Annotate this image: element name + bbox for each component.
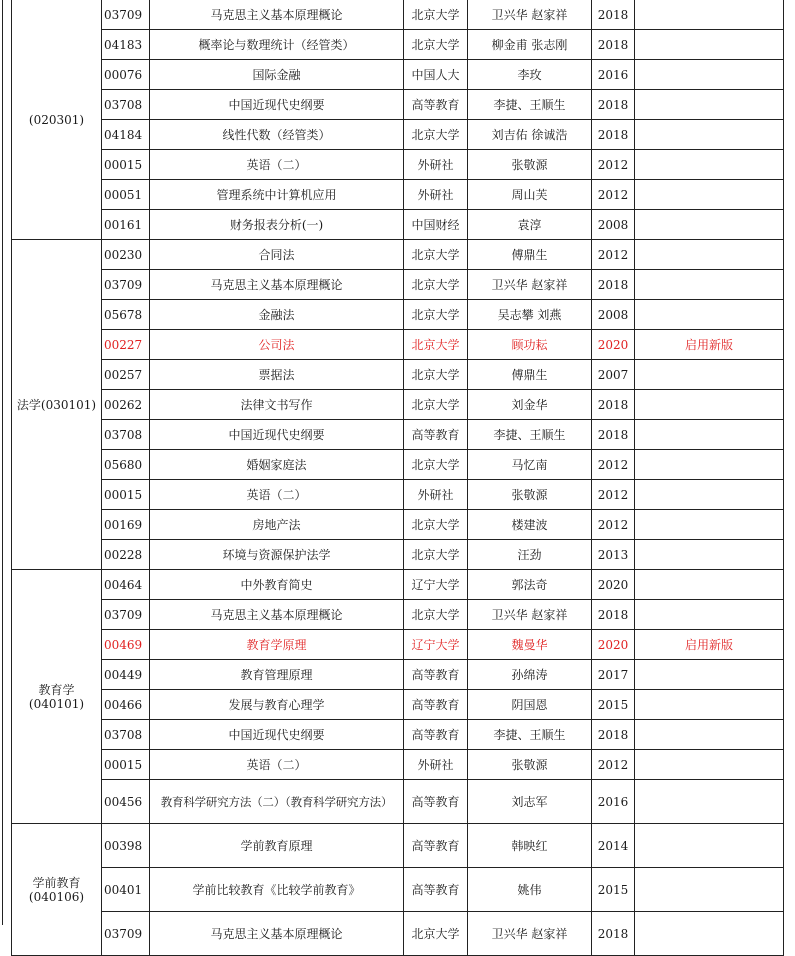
author: 李捷、王顺生 [468,720,592,750]
note [635,30,784,60]
publisher: 高等教育 [404,868,468,912]
edition-year: 2012 [592,240,635,270]
author: 汪劲 [468,540,592,570]
note [635,150,784,180]
course-name: 合同法 [150,240,404,270]
course-name: 概率论与数理统计（经管类） [150,30,404,60]
edition-year: 2016 [592,780,635,824]
author: 卫兴华 赵家祥 [468,600,592,630]
author: 张敬源 [468,480,592,510]
author: 张敬源 [468,150,592,180]
publisher: 高等教育 [404,90,468,120]
course-row [12,750,784,780]
course-name: 马克思主义基本原理概论 [150,0,404,30]
publisher: 中国人大 [404,60,468,90]
edition-year: 2015 [592,690,635,720]
note: 启用新版 [635,630,784,660]
course-row [12,150,784,180]
course-code: 03709 [102,912,150,956]
publisher: 北京大学 [404,300,468,330]
note [635,60,784,90]
edition-year: 2018 [592,120,635,150]
course-code: 03708 [102,720,150,750]
course-row [12,450,784,480]
course-name: 马克思主义基本原理概论 [150,912,404,956]
publisher: 外研社 [404,480,468,510]
publisher: 外研社 [404,150,468,180]
publisher: 北京大学 [404,330,468,360]
edition-year: 2012 [592,180,635,210]
major-name: (020301) [12,0,102,240]
publisher: 北京大学 [404,510,468,540]
author: 周山芙 [468,180,592,210]
course-name: 英语（二） [150,480,404,510]
course-row [12,780,784,824]
course-name: 发展与教育心理学 [150,690,404,720]
author: 卫兴华 赵家祥 [468,912,592,956]
course-name: 票据法 [150,360,404,390]
publisher: 高等教育 [404,720,468,750]
course-name: 管理系统中计算机应用 [150,180,404,210]
publisher: 外研社 [404,750,468,780]
edition-year: 2008 [592,210,635,240]
edition-year: 2020 [592,330,635,360]
course-code: 00466 [102,690,150,720]
edition-year: 2018 [592,390,635,420]
edition-year: 2007 [592,360,635,390]
course-name: 公司法 [150,330,404,360]
course-row [12,570,784,600]
course-code: 00401 [102,868,150,912]
course-row [12,868,784,912]
publisher: 北京大学 [404,270,468,300]
author: 袁淳 [468,210,592,240]
course-code: 00169 [102,510,150,540]
publisher: 北京大学 [404,390,468,420]
edition-year: 2014 [592,824,635,868]
publisher: 北京大学 [404,540,468,570]
note [635,360,784,390]
note [635,270,784,300]
course-name: 中外教育简史 [150,570,404,600]
author: 韩映红 [468,824,592,868]
publisher: 外研社 [404,180,468,210]
course-row [12,510,784,540]
course-name: 教育学原理 [150,630,404,660]
course-name: 财务报表分析(一) [150,210,404,240]
edition-year: 2016 [592,60,635,90]
author: 吴志攀 刘燕 [468,300,592,330]
publisher: 高等教育 [404,690,468,720]
course-name: 教育科学研究方法（二）（教育科学研究方法） [150,780,404,824]
publisher: 高等教育 [404,420,468,450]
course-name: 中国近现代史纲要 [150,90,404,120]
author: 顾功耘 [468,330,592,360]
course-code: 00398 [102,824,150,868]
course-plan-table [11,0,784,956]
course-code: 04184 [102,120,150,150]
page-left-border [2,0,3,925]
course-code: 04183 [102,30,150,60]
note [635,570,784,600]
course-name: 法律文书写作 [150,390,404,420]
course-code: 00076 [102,60,150,90]
course-row [12,240,784,270]
course-code: 00015 [102,150,150,180]
course-name: 国际金融 [150,60,404,90]
note: 启用新版 [635,330,784,360]
course-row [12,690,784,720]
note [635,824,784,868]
edition-year: 2020 [592,570,635,600]
course-code: 00051 [102,180,150,210]
note [635,300,784,330]
author: 傅鼎生 [468,360,592,390]
course-name: 金融法 [150,300,404,330]
publisher: 北京大学 [404,240,468,270]
course-name: 学前教育原理 [150,824,404,868]
note [635,540,784,570]
course-row [12,60,784,90]
author: 孙绵涛 [468,660,592,690]
course-code: 03709 [102,600,150,630]
edition-year: 2013 [592,540,635,570]
publisher: 北京大学 [404,912,468,956]
course-code: 03708 [102,90,150,120]
note [635,0,784,30]
course-row [12,660,784,690]
author: 刘志军 [468,780,592,824]
note [635,600,784,630]
course-row [12,330,784,360]
edition-year: 2018 [592,0,635,30]
note [635,120,784,150]
edition-year: 2015 [592,868,635,912]
edition-year: 2017 [592,660,635,690]
course-name: 英语（二） [150,150,404,180]
edition-year: 2018 [592,600,635,630]
course-code: 00464 [102,570,150,600]
course-row [12,0,784,30]
note [635,780,784,824]
publisher: 北京大学 [404,0,468,30]
publisher: 北京大学 [404,600,468,630]
course-row [12,600,784,630]
course-row [12,540,784,570]
course-code: 00257 [102,360,150,390]
author: 刘吉佑 徐诚浩 [468,120,592,150]
course-row [12,90,784,120]
author: 张敬源 [468,750,592,780]
course-code: 03709 [102,0,150,30]
edition-year: 2012 [592,510,635,540]
course-row [12,210,784,240]
course-name: 英语（二） [150,750,404,780]
note [635,240,784,270]
course-row [12,270,784,300]
course-code: 03708 [102,420,150,450]
course-name: 教育管理原理 [150,660,404,690]
note [635,510,784,540]
author: 姚伟 [468,868,592,912]
course-row [12,420,784,450]
edition-year: 2018 [592,30,635,60]
publisher: 高等教育 [404,780,468,824]
course-name: 房地产法 [150,510,404,540]
publisher: 中国财经 [404,210,468,240]
note [635,210,784,240]
course-row [12,120,784,150]
course-row [12,390,784,420]
publisher: 高等教育 [404,660,468,690]
course-row [12,180,784,210]
author: 马忆南 [468,450,592,480]
edition-year: 2018 [592,420,635,450]
edition-year: 2018 [592,90,635,120]
course-row [12,824,784,868]
course-code: 00161 [102,210,150,240]
note [635,480,784,510]
edition-year: 2018 [592,912,635,956]
course-name: 中国近现代史纲要 [150,420,404,450]
publisher: 北京大学 [404,120,468,150]
author: 阴国恩 [468,690,592,720]
author: 卫兴华 赵家祥 [468,0,592,30]
note [635,90,784,120]
publisher: 北京大学 [404,450,468,480]
note [635,660,784,690]
course-code: 03709 [102,270,150,300]
course-plan-body [12,0,784,956]
course-row [12,630,784,660]
major-name: 教育学 (040101) [12,570,102,824]
course-code: 00015 [102,480,150,510]
note [635,868,784,912]
author: 郭法奇 [468,570,592,600]
edition-year: 2018 [592,270,635,300]
publisher: 北京大学 [404,30,468,60]
author: 卫兴华 赵家祥 [468,270,592,300]
publisher: 高等教育 [404,824,468,868]
edition-year: 2012 [592,150,635,180]
note [635,750,784,780]
edition-year: 2020 [592,630,635,660]
note [635,420,784,450]
note [635,180,784,210]
course-code: 00015 [102,750,150,780]
author: 李捷、王顺生 [468,90,592,120]
publisher: 辽宁大学 [404,630,468,660]
course-code: 00456 [102,780,150,824]
course-row [12,300,784,330]
course-row [12,912,784,956]
course-code: 00262 [102,390,150,420]
course-code: 00469 [102,630,150,660]
publisher: 北京大学 [404,360,468,390]
edition-year: 2012 [592,450,635,480]
course-code: 05678 [102,300,150,330]
course-name: 线性代数（经管类） [150,120,404,150]
edition-year: 2008 [592,300,635,330]
course-name: 马克思主义基本原理概论 [150,270,404,300]
course-row [12,30,784,60]
author: 魏曼华 [468,630,592,660]
note [635,450,784,480]
publisher: 辽宁大学 [404,570,468,600]
author: 刘金华 [468,390,592,420]
course-code: 00449 [102,660,150,690]
course-row [12,360,784,390]
course-name: 婚姻家庭法 [150,450,404,480]
course-code: 05680 [102,450,150,480]
course-code: 00227 [102,330,150,360]
course-name: 中国近现代史纲要 [150,720,404,750]
note [635,912,784,956]
note [635,720,784,750]
author: 李玫 [468,60,592,90]
author: 楼建波 [468,510,592,540]
author: 傅鼎生 [468,240,592,270]
author: 柳金甫 张志刚 [468,30,592,60]
note [635,690,784,720]
course-name: 学前比较教育《比较学前教育》 [150,868,404,912]
edition-year: 2012 [592,750,635,780]
edition-year: 2018 [592,720,635,750]
course-row [12,480,784,510]
course-row [12,720,784,750]
major-name: 学前教育 (040106) [12,824,102,956]
course-code: 00230 [102,240,150,270]
course-code: 00228 [102,540,150,570]
course-name: 马克思主义基本原理概论 [150,600,404,630]
major-name: 法学(030101) [12,240,102,570]
note [635,390,784,420]
edition-year: 2012 [592,480,635,510]
author: 李捷、王顺生 [468,420,592,450]
course-name: 环境与资源保护法学 [150,540,404,570]
